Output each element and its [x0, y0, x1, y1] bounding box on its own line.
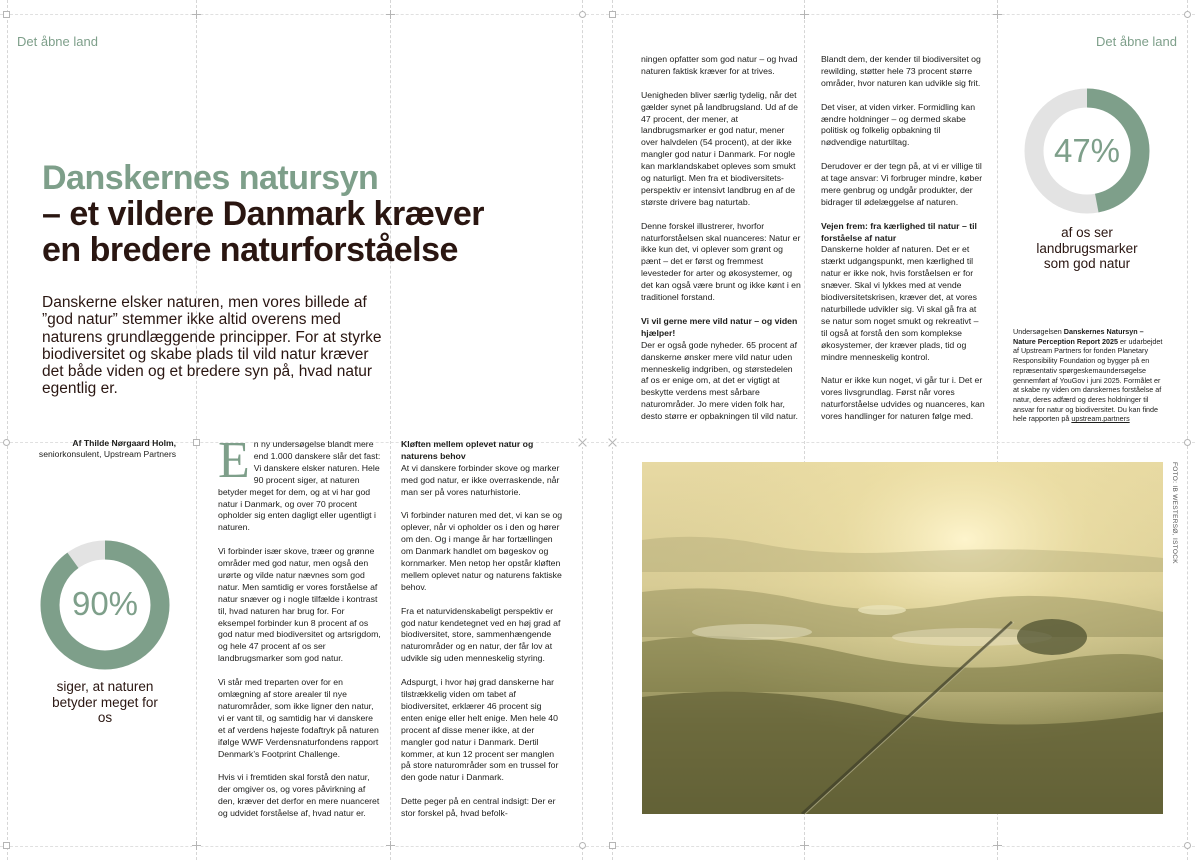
- crop-mark: [800, 10, 809, 19]
- title-accent: Danskernes natursyn: [42, 159, 379, 197]
- subheading: Kløften mellem oplevet natur og naturens behov: [401, 439, 534, 461]
- crop-mark: [3, 842, 10, 849]
- subheading: Vejen frem: fra kærlighed til natur – til forståelse af natur: [821, 220, 977, 243]
- paragraph: Der er også gode nyheder. 65 procent af danskerne ønsker mere vild natur uden menneskelig indgriben, og størstedelen af os er enige om, at det er vigtigt at beskytte verdens mest sårbare naturområder. Jo mere viden folk har, desto større er opbakningen til vild natur.: [641, 339, 798, 422]
- running-head-left: Det åbne land: [17, 34, 98, 49]
- byline: [18, 438, 176, 460]
- body-column-3: [641, 54, 801, 435]
- fact-box: Undersøgelsen Danskernes Natursyn – Nature Perception Report 2025 er udarbejdet af Upstream Partners for fonden Planetary Responsibility Foundation og bygger på en repræsentativ spørgeskemaundersøgelse gennemført af YouGov i juni 2025. Formålet er at skabe ny viden om danskernes forståelse af natur, deres adfærd og deres holdninger til ansvar for natur og biodiversitet. Du kan finde hele rapporten på upstream.partners: [1013, 327, 1163, 424]
- crop-mark: [609, 842, 616, 849]
- crop-mark: [386, 10, 395, 19]
- stat-value-right: 47%: [1053, 132, 1121, 169]
- crop-mark: [993, 841, 1002, 850]
- title-line-2: en bredere naturforståelse: [42, 231, 458, 269]
- crop-mark: [386, 841, 395, 850]
- crop-mark: [193, 439, 200, 446]
- crop-mark: [192, 10, 201, 19]
- crop-mark: [579, 842, 586, 849]
- byline-role: seniorkonsulent, Upstream Partners: [38, 449, 176, 459]
- stat-caption-right: af os ser landbrugsmarker som god natur: [1036, 225, 1138, 271]
- crop-mark: [3, 439, 10, 446]
- paragraph: Derudover er der tegn på, at vi er villige til at tage ansvar: Vi forbruger mindre, køber mere genbrug og undgår produkter, der bidrager til ødelæggelse af naturen.: [821, 161, 983, 207]
- paragraph: ningen opfatter som god natur – og hvad naturen faktisk kræver for at trives.: [641, 54, 798, 76]
- crop-mark: [1184, 439, 1191, 446]
- paragraph: Adspurgt, i hvor høj grad danskerne har tilstrækkelig viden om tabet af biodiversitet, erklærer 46 procent sig enten enige eller helt enige. Men hele 40 procent af disse mener ikke, at der mangler god natur i Danmark. Dertil kommer, at kun 12 procent ser manglen på store naturområder som en trussel for den gode natur i Danmark.: [401, 677, 559, 783]
- paragraph: At vi danskere forbinder skove og marker med god natur, er ikke overraskende, når man ser på vores naturhistorie.: [401, 462, 560, 497]
- paragraph: Denne forskel illustrerer, hvorfor naturforståelsen skal nuanceres: Natur er ikke kun det, vi oplever som grønt og pænt – det er først og fremmest levesteder for arter og økosystemer, og det kan også være brunt og ikke kønt i en traditionel forstand.: [641, 220, 801, 303]
- paragraph: Natur er ikke kun noget, vi går tur i. Det er vores livsgrundlag. Først når vores naturforståelse udvides og nuanceres, kan vores handlinger for naturen følge med.: [821, 375, 985, 422]
- paragraph: Danskerne holder af naturen. Det er et stærkt udgangspunkt, men kærlighed til natur er ikke nok, hvis forståelsen er for snæver. Skal vi lykkes med at vende biodiversitetskrisen, kræver det, at vores naturbillede udvikler sig. Vi skal gå fra at se natur som noget smukt og rekreativt – til også at forstå den som komplekse økosystemer, der kræver plads, tid og mindre menneskelig kontrol.: [821, 244, 979, 362]
- crop-mark: [1184, 11, 1191, 18]
- body-column-2: [401, 439, 565, 832]
- article-intro: Danskerne elsker naturen, men vores billede af ”god natur” stemmer ikke altid overens med naturens grundlæggende principper. For at styrke biodiversitet og skabe plads til vild natur kræver det både viden og et bredere syn på, hvad natur egentlig er.: [42, 294, 382, 398]
- crop-mark: [578, 438, 587, 447]
- paragraph: Uenigheden bliver særlig tydelig, når det gælder synet på landbrugsland. Ud af de 47 procent, der mener, at landbrugsmarker er god natur, mener over halvdelen (54 procent), at der ikke mangler god natur i Danmark. For nogle kan marklandskabet opleves som smukt og naturligt. Men fra et biodiversitetsperspektiv er intensivt landbrug en af de største drivere bag naturtab.: [641, 89, 798, 207]
- running-head-right: Det åbne land: [1096, 34, 1177, 49]
- photo-credit: FOTO: IB WESTERSØ, ISTOCK: [1171, 462, 1178, 564]
- body-column-4: [821, 54, 985, 435]
- crop-mark: [993, 10, 1002, 19]
- paragraph: Vi forbinder især skove, træer og grønne områder med god natur, men også den urørte og vilde natur nævnes som god natur. Men samtidig er vores forståelse af natur snæver og i nogle tilfælde i kontrast til, hvad naturen har brug for. For eksempel forbinder kun 8 procent af os god natur med biodiversitet og artsrigdom, og hele 47 procent af os ser landbrugsmarker som god natur.: [218, 546, 381, 664]
- crop-mark: [1184, 842, 1191, 849]
- drop-cap: E: [218, 432, 250, 489]
- paragraph: Vi står med treparten over for en omlægning af store arealer til nye naturområder, som ikke ligner den natur, vi er vant til, og samtidig har vi danskere et af verdens højeste fodaftryk på naturen ifølge WWF Verdensnaturfondens rapport Denmark’s Footprint Challenge.: [218, 677, 379, 759]
- subheading: Vi vil gerne mere vild natur – og viden hjælper!: [641, 315, 798, 338]
- report-title: Danskernes Natursyn – Nature Perception Report 2025: [1013, 327, 1144, 346]
- crop-mark: [608, 438, 617, 447]
- crop-mark: [192, 841, 201, 850]
- title-line-1: – et vildere Danmark kræver: [42, 195, 484, 233]
- paragraph: Det viser, at viden virker. Formidling kan ændre holdninger – og dermed skabe politisk og folkelig opbakning til nødvendige naturtiltag.: [821, 101, 976, 148]
- paragraph: Fra et naturvidenskabeligt perspektiv er god natur kendetegnet ved en høj grad af biodiversitet, store, sammenhængende naturområder og en natur, der får lov at udvikle sig uden menneskelig styring.: [401, 605, 561, 664]
- paragraph: Blandt dem, der kender til biodiversitet og rewilding, støtter hele 73 procent større områder, hvor naturen kan udvikle sig frit.: [821, 54, 981, 88]
- crop-mark: [3, 11, 10, 18]
- byline-name: Af Thilde Nørgaard Holm,: [72, 438, 176, 448]
- misty-landscape-photo: [642, 462, 1163, 814]
- crop-mark: [579, 11, 586, 18]
- landscape-illustration: [642, 462, 1163, 814]
- stat-value-left: 90%: [71, 585, 139, 622]
- stat-caption-left: siger, at naturen betyder meget for os: [52, 679, 158, 725]
- paragraph: Hvis vi i fremtiden skal forstå den natur, der omgiver os, og vores påvirkning af den, kræver det derfor en mere nuanceret og udvidet forståelse af, hvad natur er.: [218, 772, 380, 819]
- body-column-1: [218, 432, 382, 832]
- report-link[interactable]: upstream.partners: [1071, 414, 1130, 424]
- paragraph: En ny undersøgelse blandt mere end 1.000 danskere slår det fast: Vi danskere elsker naturen. Hele 90 procent siger, at naturen betyder meget for dem, og at vi har god natur i Danmark, og over 70 procent opholder sig enten dagligt eller ugentligt i naturen.: [218, 432, 381, 533]
- paragraph: Vi forbinder naturen med det, vi kan se og oplever, når vi opholder os i den og hører om den. Og i mange år har fortællingen om Danmark handlet om bøgeskov og kornmarker. Men netop her opstår kløften mellem oplevet natur og naturens faktiske behov.: [401, 510, 563, 592]
- crop-mark: [609, 11, 616, 18]
- crop-mark: [800, 841, 809, 850]
- paragraph: Dette peger på en central indsigt: Der er stor forskel på, hvad befolk-: [401, 796, 556, 819]
- article-title: [42, 160, 582, 268]
